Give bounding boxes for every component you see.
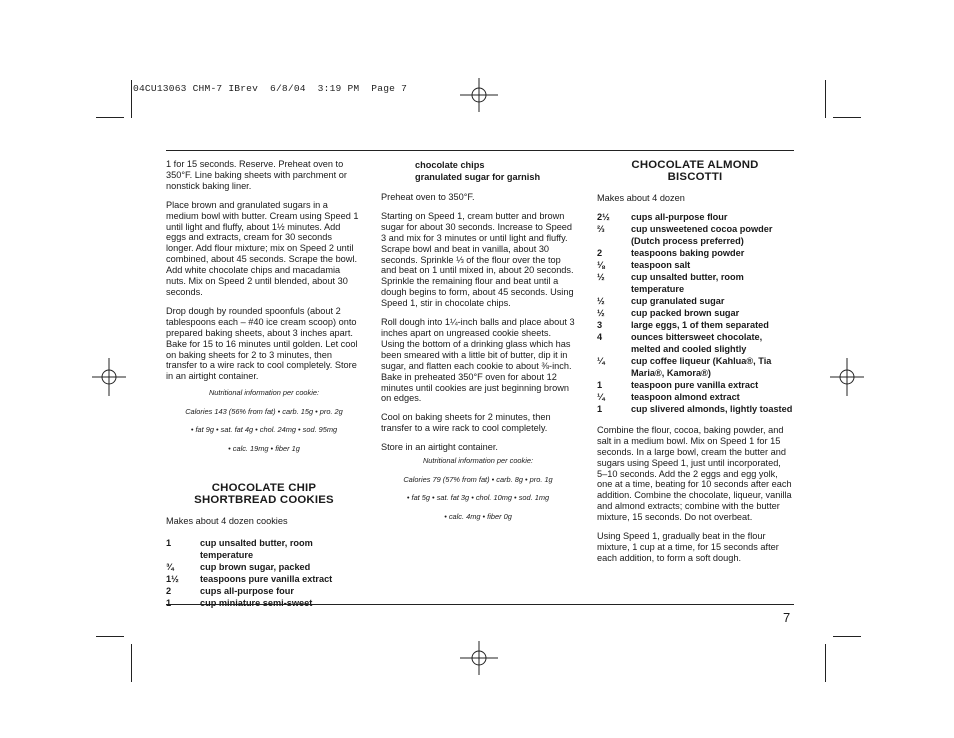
ingredient-item [597, 379, 793, 391]
ingredient-qty [381, 159, 415, 171]
ingredient-item [597, 331, 793, 355]
nutrition-line: Nutritional information per cookie: [208, 388, 320, 398]
ingredient-item [597, 223, 793, 247]
ingredient-item [381, 159, 575, 171]
ingredient-text: ounces bittersweet chocolate, melted and cooled slightly [631, 331, 763, 354]
ingredient-item [597, 271, 793, 295]
ingredient-text: cup brown sugar, packed [200, 561, 311, 572]
top-rule [166, 150, 794, 151]
ingredient-text: cup granulated sugar [631, 295, 725, 306]
column-left [166, 159, 362, 609]
page-number: 7 [783, 610, 791, 625]
ingredient-list [381, 159, 575, 183]
ingredient-item [597, 307, 793, 319]
ingredient-text: teaspoon salt [631, 259, 691, 270]
crop-mark [96, 117, 124, 118]
crop-mark [833, 636, 861, 637]
ingredient-text: cup unsweetened cocoa powder (Dutch process preferred) [631, 223, 773, 246]
ingredient-qty [381, 171, 415, 183]
recipe-title-line: CHOCOLATE CHIP [211, 481, 317, 494]
ingredient-item [597, 211, 793, 223]
ingredient-item [166, 561, 362, 573]
ingredient-qty: ¼ [597, 391, 605, 402]
ingredient-qty: ⅛ [597, 259, 605, 270]
ingredient-list [166, 537, 362, 609]
registration-mark-icon [460, 78, 498, 112]
ingredient-qty: 4 [597, 331, 603, 342]
registration-mark-icon [830, 358, 864, 396]
ingredient-qty: ¾ [166, 561, 174, 572]
print-slug: 04CU13063 CHM-7 IBrev 6/8/04 3:19 PM Page 7 [133, 83, 408, 94]
body-paragraph: Cool on baking sheets for 2 minutes, then transfer to a wire rack to cool completely. [381, 412, 551, 434]
nutrition-line: • calc. 19mg • fiber 1g [228, 444, 300, 453]
registration-mark-icon [92, 358, 126, 396]
crop-mark [131, 80, 132, 118]
ingredient-qty: 2 [597, 247, 603, 258]
ingredient-text: large eggs, 1 of them separated [631, 319, 769, 330]
ingredient-list [597, 211, 793, 415]
ingredient-qty: ¼ [597, 355, 605, 366]
crop-mark [131, 644, 132, 682]
ingredient-text: granulated sugar for garnish [415, 172, 541, 182]
column-middle [381, 159, 575, 530]
nutrition-line: Nutritional information per cookie: [422, 456, 534, 466]
body-paragraph: Using Speed 1, gradually beat in the flour mixture, 1 cup at a time, for 15 seconds after each addition, to form a soft dough. [597, 531, 779, 563]
ingredient-qty: ½ [597, 271, 605, 282]
nutrition-line: • fat 5g • sat. fat 3g • chol. 10mg • sod. 1mg [406, 493, 550, 503]
ingredient-item [597, 259, 793, 271]
ingredient-item [166, 585, 362, 597]
ingredient-text: teaspoon almond extract [631, 391, 740, 402]
ingredient-text: cup packed brown sugar [631, 307, 740, 318]
ingredient-qty: 1 [166, 597, 172, 608]
crop-mark [825, 644, 826, 682]
ingredient-qty: 2 [166, 585, 172, 596]
body-paragraph: Roll dough into 1¼-inch balls and place about 3 inches apart on ungreased cookie sheets. Using the bottom of a drinking glass which has been smeared with a little bit of butter, dip it in sugar, and flatten each cookie to about ⅜-inch. Bake in preheated 350°F oven for about 12 minutes until cookies are just beginning brown on edges. [381, 317, 575, 404]
recipe-title-line: SHORTBREAD COOKIES [194, 493, 334, 506]
ingredient-item [166, 537, 362, 561]
registration-mark-icon [460, 641, 498, 675]
ingredient-text: teaspoon pure vanilla extract [631, 379, 759, 390]
ingredient-qty: ½ [597, 307, 605, 318]
ingredient-item [597, 247, 793, 259]
crop-mark [833, 117, 861, 118]
body-paragraph: Combine the flour, cocoa, baking powder, and salt in a medium bowl. Mix on Speed 1 for 15 seconds. In a large bowl, cream the butter and sugars using Speed 1, just until incorporated, 5–10 seconds. Add the 2 eggs and egg yolk, one at a time, beating for 10 seconds after each addition. Combine the chocolate, liqueur, vanilla and almond extracts; combine with the butter mixture, 15 seconds. Do not overbeat. [597, 424, 792, 523]
ingredient-qty: 1½ [166, 573, 179, 584]
crop-mark [96, 636, 124, 637]
body-paragraph: Preheat oven to 350°F. [381, 192, 475, 202]
recipe-yield: Makes about 4 dozen [597, 193, 685, 203]
ingredient-item [166, 573, 362, 585]
recipe-title-line: CHOCOLATE ALMOND [631, 159, 759, 171]
ingredient-qty: ½ [597, 295, 605, 306]
ingredient-text: cup unsalted butter, room temperature [631, 271, 744, 294]
ingredient-item [597, 355, 793, 379]
ingredient-text: cup slivered almonds, lightly toasted [631, 403, 793, 414]
nutrition-line: Calories 79 (57% from fat) • carb. 8g • pro. 1g [403, 474, 553, 484]
ingredient-item [166, 597, 362, 609]
ingredient-text: cup miniature semi-sweet [200, 597, 313, 608]
ingredient-qty: ⅔ [597, 223, 605, 234]
nutrition-info [381, 456, 575, 522]
body-paragraph: Starting on Speed 1, cream butter and brown sugar for about 30 seconds. Increase to Speed 3 and mix for 3 minutes or until light and fluffy. Scrape bowl and beat in vanilla, about 30 seconds. Sprinkle ⅓ of the flour over the top and beat on 1 until mixed in, about 20 seconds. Sprinkle the remaining flour and beat until a dough begins to form, about 45 seconds. Using Speed 1, stir in chocolate chips. [381, 210, 574, 309]
nutrition-line: Calories 143 (56% from fat) • carb. 15g • pro. 2g [185, 406, 343, 416]
ingredient-item [597, 319, 793, 331]
ingredient-text: teaspoons pure vanilla extract [200, 573, 333, 584]
nutrition-info [166, 388, 362, 454]
body-paragraph: 1 for 15 seconds. Reserve. Preheat oven to 350°F. Line baking sheets with parchment or nonstick baking liner. [166, 159, 347, 191]
body-paragraph: Drop dough by rounded spoonfuls (about 2 tablespoons each – #40 ice cream scoop) onto prepared baking sheets, about 3 inches apart. Bake for 15 to 16 minutes until golden. Let cool on baking sheets for 2 to 3 minutes, then transfer to a wire rack to cool completely. Store in an airtight container. [166, 305, 358, 382]
ingredient-qty: 1 [166, 537, 172, 548]
ingredient-item [597, 403, 793, 415]
ingredient-qty: 2½ [597, 211, 610, 222]
nutrition-line: • fat 9g • sat. fat 4g • chol. 24mg • sod. 95mg [190, 425, 338, 435]
body-paragraph: Store in an airtight container. [381, 442, 498, 453]
ingredient-item [381, 171, 575, 183]
ingredient-text: cup unsalted butter, room temperature [200, 537, 313, 560]
column-right [597, 159, 793, 572]
ingredient-text: cups all-purpose four [200, 585, 294, 596]
body-paragraph: Place brown and granulated sugars in a medium bowl with butter. Cream using Speed 1 until light and fluffy, about 1½ minutes. Add eggs and extracts, cream for 30 seconds longer. Add flour mixture; mix on Speed 2 until combined, about 45 seconds. Scrape the bowl. Add white chocolate chips and macadamia nuts. Mix on Speed 2 until blended, about 30 seconds. [166, 199, 359, 297]
recipe-title-line: BISCOTTI [667, 171, 723, 183]
ingredient-text: teaspoons baking powder [631, 247, 745, 258]
recipe-title [166, 482, 362, 506]
ingredient-text: cup coffee liqueur (Kahlua®, Tia Maria®, Kamora®) [631, 355, 772, 378]
ingredient-qty: 3 [597, 319, 603, 330]
recipe-yield: Makes about 4 dozen cookies [166, 515, 288, 526]
ingredient-qty: 1 [597, 379, 603, 390]
ingredient-text: chocolate chips [415, 160, 485, 170]
ingredient-item [597, 295, 793, 307]
ingredient-item [597, 391, 793, 403]
ingredient-text: cups all-purpose flour [631, 211, 728, 222]
ingredient-qty: 1 [597, 403, 603, 414]
nutrition-line: • calc. 4mg • fiber 0g [444, 511, 512, 521]
recipe-title [597, 159, 793, 183]
crop-mark [825, 80, 826, 118]
